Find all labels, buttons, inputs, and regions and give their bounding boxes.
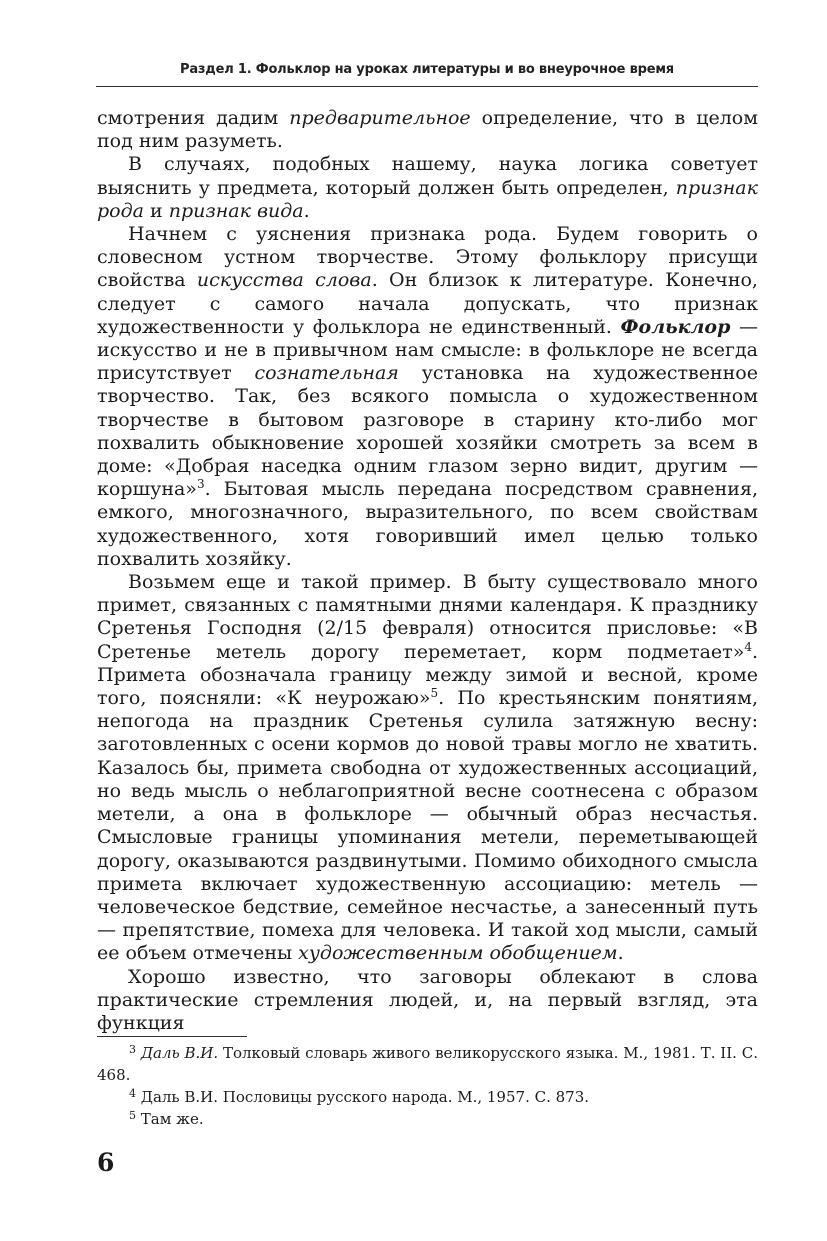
- header-rule: [96, 86, 758, 87]
- footnote-ref: 5: [129, 1109, 136, 1122]
- footnote: [97, 1108, 758, 1130]
- emphasis-text: признак рода: [97, 176, 758, 222]
- text-run: Хорошо известно, что заговоры облекают в слова практические стремления людей, и, на первый взгляд, эта функция: [97, 965, 758, 1034]
- text-run: Возьмем еще и такой пример. В быту существовало много примет, связанных с памятными днями календаря. К празднику Сретенья Господня (2/15 февраля) относится присловье: «В Сретенье метель дорогу переметает, корм подметает»: [97, 571, 758, 663]
- text-run: Начнем с уяснения признака рода. Будем говорить о словесном устном творчестве. Этому фольклору присущи свойства: [97, 223, 758, 292]
- text-run: Даль В.И. Пословицы русского народа. М., 1957. С. 873.: [136, 1088, 590, 1106]
- emphasis-text: Фольклор: [620, 315, 731, 338]
- text-run: . Он близок к литературе. Конечно, следует с самого начала допускать, что признак художественности у фольклора не единственный.: [97, 269, 758, 338]
- text-run: установка на художественное творчество. Так, без всякого помысла о художественном творчестве в бытовом разговоре в старину кто-либо мог похвалить обыкновение хорошей хозяйки смотреть за всем в доме: «Добрая наседка одним глазом зерно видит, другим — коршуна»: [97, 362, 758, 501]
- text-run: .: [617, 942, 624, 965]
- text-run: В случаях, подобных нашему, наука логика советует выяснить у предмета, который должен быть определен,: [97, 153, 758, 199]
- footnote-ref: 4: [129, 1087, 136, 1100]
- emphasis-text: Даль В.И.: [140, 1044, 219, 1062]
- paragraph: [97, 153, 758, 223]
- text-run: Толковый словарь живого великорусского языка. М., 1981. Т. II. С. 468.: [97, 1044, 758, 1084]
- text-run: . По крестьянским понятиям, непогода на праздник Сретенья сулила затяжную весну: заготовленных с осени кормов до новой травы могло не хватить. Казалось бы, примета свободна от художественных ассоциаций, но ведь мысль о неблагоприятной весне соотнесена с образом метели, а она в фольклоре — обычный образ несчастья. Смысловые границы упоминания метели, переметывающей дорогу, оказываются раздвинутыми. Помимо обиходного смысла примета включает художественную ассоциацию: метель — человеческое бедствие, семейное несчастье, а занесенный путь — препятствие, помеха для человека. И такой ход мысли, самый ее объем отмечены: [97, 687, 758, 965]
- paragraph: [97, 571, 758, 965]
- footnotes: [97, 1042, 758, 1130]
- paragraph: [97, 107, 758, 153]
- emphasis-text: художественным обобщением: [298, 942, 618, 965]
- text-run: и: [143, 199, 169, 222]
- footnote-ref: 3: [196, 477, 205, 492]
- footnote-ref: 4: [744, 639, 752, 654]
- emphasis-text: признак вида: [168, 199, 304, 222]
- text-run: смотрения дадим: [97, 107, 290, 129]
- text-run: . Примета обозначала границу между зимой и весной, кроме того, поясняли: «К неурожаю»: [97, 640, 758, 710]
- emphasis-text: сознательная: [254, 362, 399, 385]
- text-run: определение, что в целом под ним разуметь.: [97, 107, 758, 153]
- text-run: Там же.: [136, 1110, 204, 1128]
- text-run: — искусство и не в привычном нам смысле: в фольклоре не всегда присутствует: [97, 315, 758, 385]
- footnote-rule: [97, 1036, 247, 1037]
- text-run: . Бытовая мысль передана посредством сравнения, емкого, многозначного, выразительного, по всем свойствам художественного, хотя говоривший имел целью только похвалить хозяйку.: [97, 478, 758, 570]
- footnote: [97, 1086, 758, 1108]
- running-header: Раздел 1. Фольклор на уроках литературы и во внеурочное время: [180, 62, 674, 77]
- emphasis-text: искусства слова: [196, 269, 372, 292]
- main-text: [97, 107, 758, 1035]
- emphasis-text: предварительное: [289, 107, 471, 129]
- page-number: 6: [97, 1148, 115, 1177]
- footnote-ref: 3: [129, 1043, 136, 1056]
- paragraph: [97, 966, 758, 1036]
- paragraph: [97, 223, 758, 571]
- footnote-ref: 5: [430, 686, 439, 701]
- text-run: .: [303, 199, 310, 222]
- footnote: [97, 1042, 758, 1086]
